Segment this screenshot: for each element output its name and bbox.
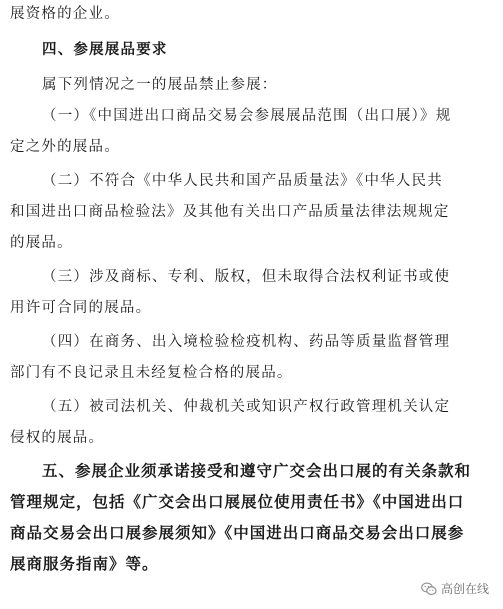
item-4-line-1: （四）在商务、出入境检验检疫机构、药品等质量监督管理 bbox=[42, 334, 451, 350]
watermark-text: 高创在线 bbox=[440, 582, 489, 596]
section-5-line-1: 五、参展企业须承诺接受和遵守广交会出口展的有关条款和 bbox=[42, 461, 472, 480]
wechat-icon bbox=[421, 582, 437, 596]
watermark bbox=[421, 580, 489, 597]
item-2-line-1: （二）不符合《中华人民共和国产品质量法》《中华人民共 bbox=[42, 173, 443, 189]
item-1-line-1: （一）《中国进出口商品交易会参展展品范围（出口展）》规 bbox=[42, 108, 452, 124]
section-5-line-4: 展商服务指南》等。 bbox=[10, 554, 159, 573]
item-5-line-2: 侵权的展品。 bbox=[10, 430, 105, 446]
item-5-line-1: （五）被司法机关、仲裁机关或知识产权行政管理机关认定 bbox=[42, 399, 451, 415]
section-heading-4: 四、参展展品要求 bbox=[42, 41, 168, 58]
text-line-1: 展资格的企业。 bbox=[10, 6, 120, 22]
item-3-line-1: （三）涉及商标、专利、版权，但未取得合法权利证书或使 bbox=[42, 269, 451, 285]
item-1-line-2: 定之外的展品。 bbox=[10, 139, 120, 155]
item-3-line-2: 用许可合同的展品。 bbox=[10, 300, 152, 316]
item-4-line-2: 部门有不良记录且未经复检合格的展品。 bbox=[10, 365, 293, 381]
section-5-line-2: 管理规定，包括《广交会出口展展位使用责任书》《中国进出口 bbox=[10, 492, 465, 511]
text-line-intro: 属下列情况之一的展品禁止参展： bbox=[42, 77, 278, 93]
section-5-line-3: 商品交易会出口展参展须知》《中国进出口商品交易会出口展参 bbox=[10, 523, 465, 542]
item-2-line-3: 的展品。 bbox=[10, 235, 73, 251]
item-2-line-2: 和国进出口商品检验法》及其他有关出口产品质量法律法规规定 bbox=[10, 204, 450, 220]
